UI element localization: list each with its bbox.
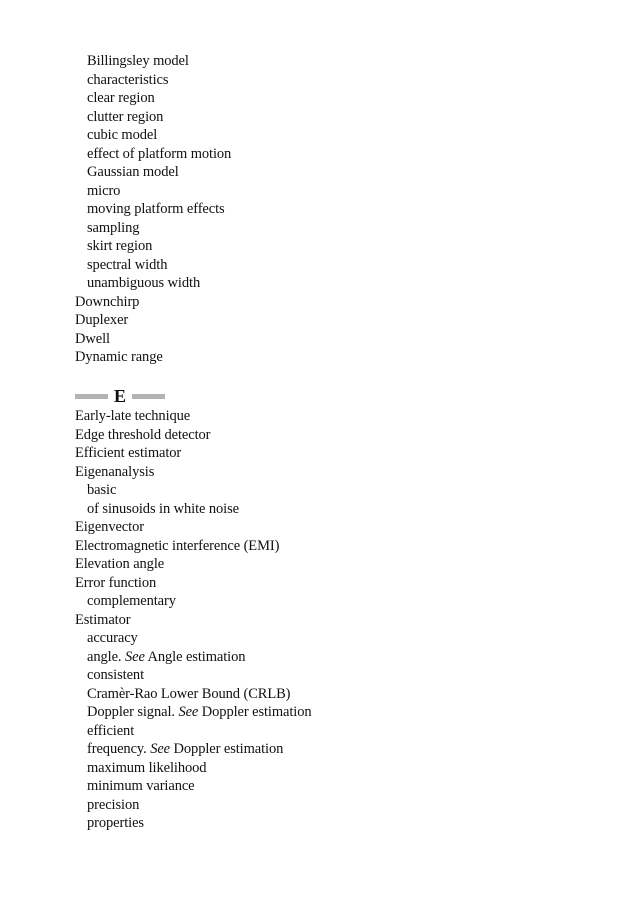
index-column-top	[75, 52, 595, 367]
index-subentry: of sinusoids in white noise	[87, 500, 239, 517]
index-subentry: characteristics	[87, 71, 169, 88]
subentry-text: angle.	[87, 648, 125, 665]
cross-reference-target: Angle estimation	[144, 648, 246, 665]
index-subentry: sampling	[87, 219, 140, 236]
index-entry: Dwell	[75, 330, 110, 347]
index-subentry: complementary	[87, 593, 176, 609]
index-subentry: accuracy	[87, 630, 138, 646]
index-subentry: Gaussian model	[87, 164, 179, 180]
section-header-e	[75, 385, 595, 407]
index-subentry: Billingsley model	[87, 53, 189, 69]
index-subentry: cubic model	[87, 127, 158, 143]
subentry-text: Doppler signal.	[87, 704, 179, 720]
index-subentry-cross-reference	[75, 648, 595, 667]
index-column-e-section	[75, 385, 595, 833]
see-reference: See	[124, 648, 145, 665]
index-subentry: basic	[87, 482, 117, 498]
section-letter: E	[114, 386, 127, 406]
index-subentry: consistent	[87, 667, 144, 683]
cross-reference-target: Doppler estimation	[170, 741, 284, 757]
index-entry: Eigenvector	[75, 519, 144, 535]
index-subentry: spectral width	[87, 256, 168, 273]
index-subentry: efficient	[87, 722, 135, 739]
index-entry: Dynamic range	[75, 349, 163, 365]
index-entry: Early-late technique	[75, 408, 191, 424]
index-entry: Electromagnetic interference (EMI)	[75, 537, 280, 554]
index-subentry-cross-reference	[75, 740, 595, 759]
index-entry: Error function	[75, 574, 157, 591]
index-entry: Elevation angle	[75, 556, 165, 572]
cross-reference-target: Doppler estimation	[198, 704, 312, 720]
index-subentry: precision	[87, 796, 140, 813]
index-subentry: minimum variance	[87, 778, 195, 794]
see-reference: See	[150, 741, 171, 757]
index-entry: Efficient estimator	[75, 445, 182, 461]
index-subentry: clear region	[87, 90, 155, 106]
index-subentry-cross-reference	[75, 703, 595, 722]
index-entry: Estimator	[75, 611, 131, 628]
index-subentry: skirt region	[87, 238, 153, 254]
index-subentry: clutter region	[87, 108, 164, 125]
index-subentry: unambiguous width	[87, 275, 201, 291]
index-subentry: effect of platform motion	[87, 145, 232, 162]
index-subentry: maximum likelihood	[87, 759, 207, 776]
index-entry: Edge threshold detector	[75, 426, 211, 443]
section-rule-right	[132, 394, 165, 399]
index-subentry: Cramèr-Rao Lower Bound (CRLB)	[87, 685, 291, 702]
section-rule-left	[75, 394, 108, 399]
index-subentry: micro	[87, 182, 121, 199]
index-entry: Eigenanalysis	[75, 463, 155, 480]
index-subentry: moving platform effects	[87, 201, 225, 217]
index-entry: Downchirp	[75, 293, 140, 310]
see-reference: See	[178, 704, 199, 720]
index-entry: Duplexer	[75, 312, 129, 328]
subentry-text: frequency.	[87, 741, 151, 757]
index-subentry: properties	[87, 815, 144, 831]
